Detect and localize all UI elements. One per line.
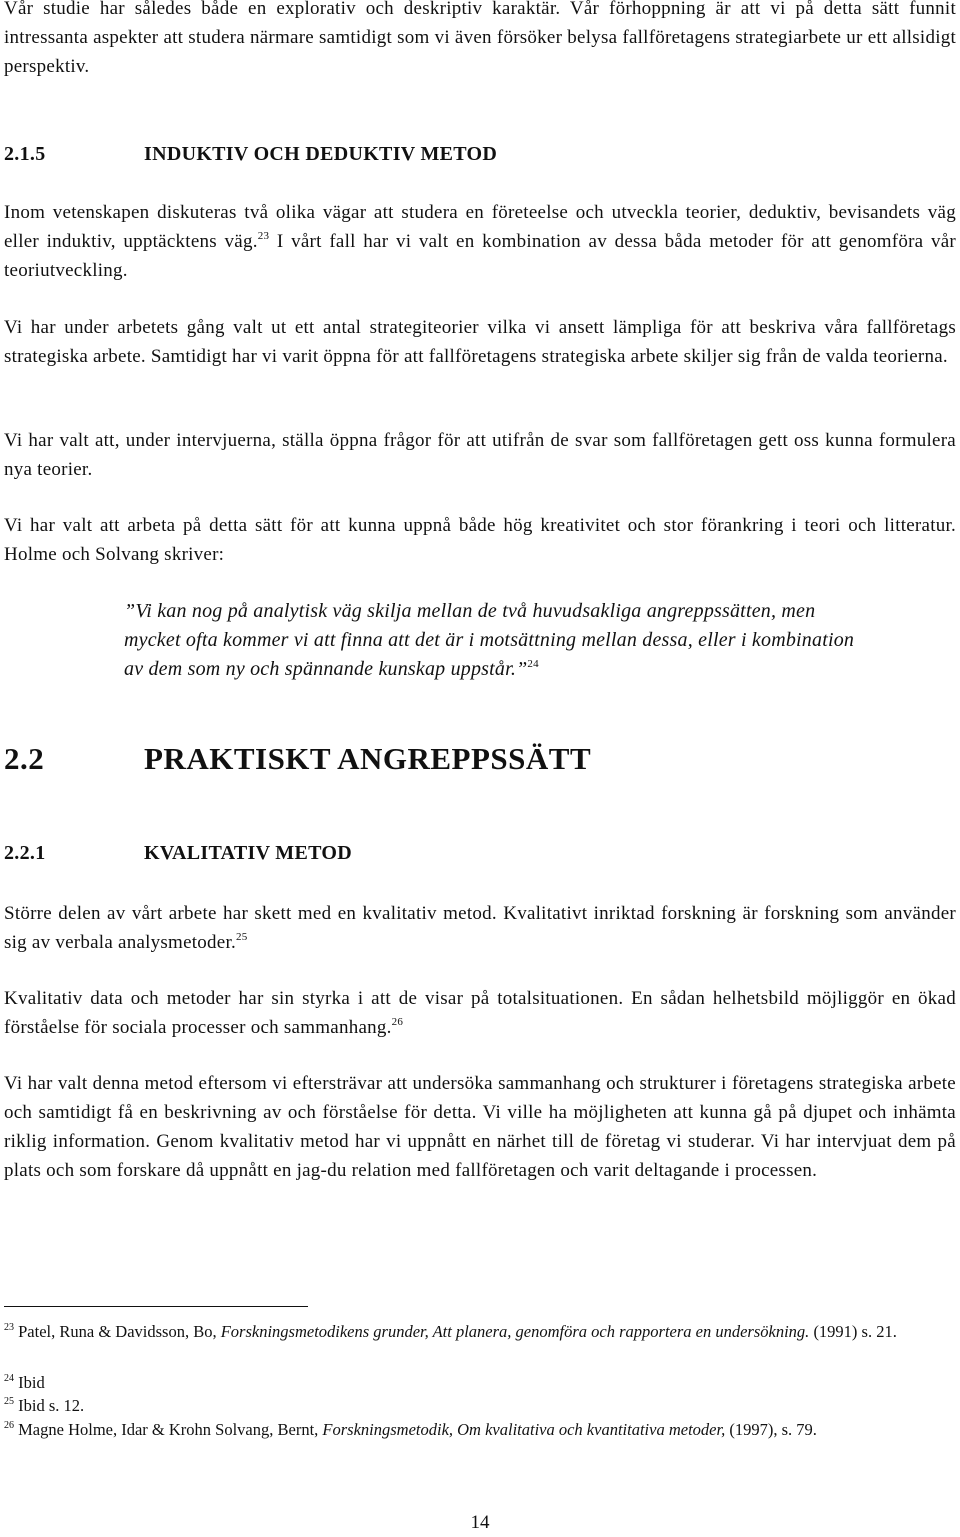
document-page <box>4 0 956 1537</box>
footnote-text: (1997), s. 79. <box>725 1420 817 1439</box>
paragraph: Vi har valt att arbeta på detta sätt för att kunna uppnå både hög kreativitet och stor förankring i teori och litteratur. Holme och Solvang skriver: <box>4 515 956 565</box>
intro-paragraph: Vår studie har således både en explorativ och deskriptiv karaktär. Vår förhoppning är att vi på detta sätt funnit intressanta aspekter att studera närmare samtidigt som vi även försöker belysa fallföretagens strategiarbete ur ett allsidigt perspektiv. <box>4 0 956 77</box>
footnote-text: (1991) s. 21. <box>809 1322 897 1341</box>
section-title: PRAKTISKT ANGREPPSSÄTT <box>144 741 592 776</box>
section-title: INDUKTIV OCH DEDUKTIV METOD <box>144 143 498 165</box>
section-number: 2.2 <box>4 741 45 776</box>
footnote <box>4 1320 956 1344</box>
paragraph: Vi har valt denna metod eftersom vi eftersträvar att undersöka sammanhang och strukturer i företagens strategiska arbete och samtidigt få en beskrivning av och förståelse för detta. Vi ville ha möjligheten att kunna gå på djupet och inhämta riklig information. Genom kvalitativ metod har vi uppnått en närhet till de företag vi studerar. Vi har intervjuat dem på plats och som forskare då uppnått en jag-du relation med fallföretagen och varit deltagande i processen. <box>4 1073 956 1181</box>
page-number: 14 <box>470 1512 490 1533</box>
footnote-title: Forskningsmetodikens grunder, Att planera, genomföra och rapportera en undersökning. <box>220 1322 810 1341</box>
paragraph <box>4 984 956 1042</box>
footnote-ref: 26 <box>391 1016 404 1028</box>
footnote <box>4 1418 956 1442</box>
footnote <box>4 1371 956 1395</box>
paragraph-text: Större delen av vårt arbete har skett med en kvalitativ metod. Kvalitativt inriktad forskning är forskning som använder sig av verbala analysmetoder. <box>4 903 956 953</box>
paragraph-text: I vårt fall har vi valt en kombination av dessa båda metoder för att genomföra vår teoriutveckling. <box>4 231 956 281</box>
quote-text: ”Vi kan nog på analytisk väg skilja mellan de två huvudsakliga angreppssätten, men mycket ofta kommer vi att finna att det är i motsättning mellan dessa, eller i kombination av dem som ny och spännande kunskap uppstår.” <box>124 600 855 680</box>
block-quote <box>124 597 864 684</box>
section-heading-2-1-5 <box>4 143 497 166</box>
paragraph <box>4 899 956 957</box>
paragraph <box>4 198 956 285</box>
paragraph: Vi har valt att, under intervjuerna, ställa öppna frågor för att utifrån de svar som fallföretagen gett oss kunna formulera nya teorier. <box>4 430 956 480</box>
footnote-number: 26 <box>4 1420 14 1431</box>
section-heading-2-2 <box>4 741 591 777</box>
footnote-ref: 24 <box>527 658 539 670</box>
footnote-ref: 25 <box>236 931 248 943</box>
footnote-text: Ibid <box>14 1373 45 1392</box>
footnote-text: Ibid s. 12. <box>14 1396 85 1415</box>
paragraph-text: Inom vetenskapen diskuteras två olika vägar att studera en företeelse och utveckla teorier, deduktiv, bevisandets väg eller induktiv, upptäcktens väg. <box>4 202 956 252</box>
footnote-text: Magne Holme, Idar & Krohn Solvang, Bernt, <box>14 1420 323 1439</box>
footnote-divider <box>4 1306 308 1307</box>
paragraph-text: Kvalitativ data och metoder har sin styrka i att de visar på totalsituationen. En sådan helhetsbild möjliggör en ökad förståelse för sociala processer och sammanhang. <box>4 988 956 1038</box>
paragraph: Vi har under arbetets gång valt ut ett antal strategiteorier vilka vi ansett lämpliga för att beskriva våra fallföretags strategiska arbete. Samtidigt har vi varit öppna för att fallföretagens strategiska arbete skiljer sig från de valda teorierna. <box>4 317 956 367</box>
footnote-title: Forskningsmetodik, Om kvalitativa och kvantitativa metoder, <box>322 1420 726 1439</box>
footnote-number: 24 <box>4 1373 14 1384</box>
footnote-text: Patel, Runa & Davidsson, Bo, <box>14 1322 221 1341</box>
footnote-number: 23 <box>4 1322 14 1333</box>
section-number: 2.1.5 <box>4 143 46 165</box>
section-heading-2-2-1 <box>4 842 352 865</box>
footnote-ref: 23 <box>257 230 270 242</box>
footnote-number: 25 <box>4 1396 14 1407</box>
footnote <box>4 1394 956 1418</box>
section-title: KVALITATIV METOD <box>144 842 353 864</box>
section-number: 2.2.1 <box>4 842 46 864</box>
